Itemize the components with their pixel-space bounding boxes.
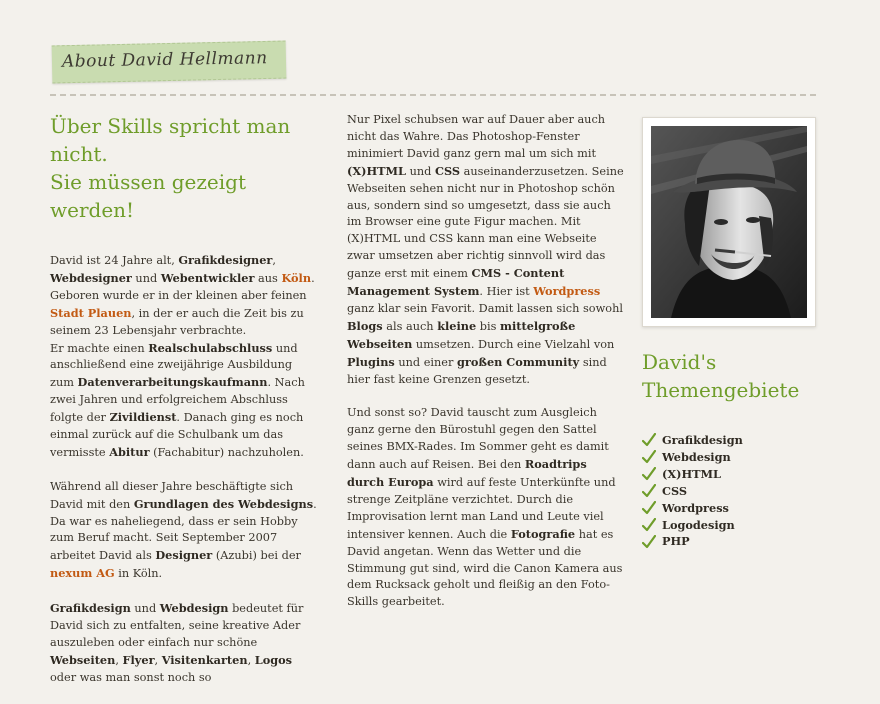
- text-run: David ist 24 Jahre alt,: [50, 254, 179, 267]
- text-run: und: [405, 164, 435, 178]
- topic-item: [642, 483, 743, 500]
- hobbies-paragraph: [347, 405, 625, 611]
- bold-text: Datenverarbeitungskaufmann: [77, 375, 268, 390]
- check-icon: [642, 433, 656, 447]
- bold-text: Logos: [254, 652, 293, 667]
- bold-text: Grafikdesigner: [178, 253, 273, 267]
- topic-label: CSS: [662, 483, 688, 498]
- portrait-photo-frame: [642, 117, 816, 327]
- check-icon: [642, 450, 656, 464]
- text-link[interactable]: nexum AG: [50, 566, 115, 581]
- bold-text: Fotografie: [510, 526, 576, 541]
- topic-label: Grafikdesign: [662, 433, 743, 447]
- topic-label: Logodesign: [662, 517, 735, 532]
- check-icon: [642, 518, 656, 532]
- text-run: ,: [115, 653, 123, 667]
- bold-text: Zivildienst: [109, 410, 177, 425]
- bold-text: Blogs: [347, 318, 383, 333]
- topic-label: Webdesign: [662, 449, 731, 464]
- text-run: aus: [254, 271, 282, 285]
- text-run: oder was man sonst noch so: [50, 670, 212, 684]
- bold-text: Roadtrips durch Europa: [347, 457, 587, 490]
- bold-text: Visitenkarten: [161, 652, 248, 667]
- text-run: Und sonst so? David tauscht zum Ausgleich ganz gerne den Bürostuhl gegen den Sattel seines BMX-Rades. Im Sommer geht es damit dann auch auf Reisen. Bei den: [347, 406, 609, 472]
- bold-text: CMS - Content Management System: [347, 266, 565, 299]
- check-icon: [642, 535, 656, 549]
- page-title: About David Hellmann: [61, 48, 268, 72]
- bold-text: großen Community: [456, 354, 580, 369]
- text-link[interactable]: Köln: [281, 270, 312, 285]
- text-run: . Da war es naheliegend, dass er sein Hobby zum Beruf macht. Seit September 2007 arbeitet David als: [50, 497, 317, 563]
- topics-title-line-2: Themengebiete: [642, 378, 800, 402]
- topic-label: PHP: [662, 534, 690, 549]
- bold-text: Plugins: [347, 354, 395, 369]
- text-run: wird auf feste Unterkünfte und strenge Zeitpläne verzichtet. Durch die Improvisation lernt man Land und Leute viel intensiver kennen. Auch die: [347, 476, 616, 541]
- skills-paragraph: [50, 600, 318, 687]
- text-run: und: [130, 602, 160, 616]
- bold-text: (X)HTML: [347, 163, 406, 178]
- text-run: auseinanderzusetzen. Seine Webseiten sehen nicht nur in Photoshop schön aus, sondern sind so umgesetzt, dass sie auch im Browser eine gute Figur machen. Mit (X)HTML und CSS kann man eine Webseite zwar umsetzen aber richtig sinnvoll wird das ganze erst mit einem: [347, 164, 624, 281]
- text-run: (Azubi) bei der: [212, 549, 301, 563]
- topic-item: [642, 517, 743, 534]
- bold-text: Grafikdesign: [50, 601, 131, 616]
- bold-text: Webdesign: [159, 601, 229, 616]
- check-icon: [642, 501, 656, 515]
- text-run: und anschließend eine zweijährige Ausbildung zum: [50, 341, 298, 390]
- topics-title: [642, 348, 842, 404]
- topic-item: [642, 533, 743, 550]
- topic-item: [642, 500, 743, 517]
- text-run: . Nach zwei Jahren und erfolgreichem Abschluss folgte der: [50, 376, 305, 425]
- topic-item: [642, 432, 743, 449]
- headline-line-2: Sie müssen gezeigt werden!: [50, 170, 246, 222]
- text-run: ,: [272, 254, 276, 267]
- text-run: . Geboren wurde er in der kleinen aber feinen: [50, 271, 315, 302]
- topic-label: Wordpress: [662, 500, 729, 515]
- text-run: bedeutet für David sich zu entfalten, seine kreative Ader auszuleben oder einfach nur schöne: [50, 602, 304, 649]
- intro-column: [50, 112, 318, 704]
- headline-line-1: Über Skills spricht man nicht.: [50, 114, 291, 166]
- text-run: ,: [154, 653, 162, 667]
- career-paragraph: [50, 479, 318, 583]
- topic-item: [642, 449, 743, 466]
- bold-text: Realschulabschluss: [148, 340, 273, 355]
- bold-text: Grundlagen des Webdesigns: [133, 496, 314, 511]
- text-run: als auch: [382, 319, 438, 333]
- text-run: Er machte einen: [50, 341, 149, 355]
- bold-text: Webseiten: [50, 652, 116, 667]
- topics-title-line-1: David's: [642, 350, 717, 374]
- text-run: und einer: [394, 355, 457, 369]
- text-run: . Danach ging es noch einmal zurück auf die Schulbank um das vermisste: [50, 411, 304, 459]
- portrait-photo: [651, 126, 807, 318]
- bold-text: mittelgroße Webseiten: [347, 318, 576, 351]
- check-icon: [642, 484, 656, 498]
- text-link[interactable]: Wordpress: [533, 284, 601, 299]
- bold-text: CSS: [434, 163, 461, 178]
- text-run: ganz klar sein Favorit. Damit lassen sich sowohl: [347, 301, 623, 315]
- topic-item: [642, 466, 743, 483]
- text-run: umsetzen. Durch eine Vielzahl von: [412, 337, 615, 351]
- bold-text: Webdesigner: [50, 270, 132, 285]
- web-paragraph: [347, 112, 625, 389]
- bio-paragraph: [50, 252, 318, 462]
- text-link[interactable]: Stadt Plauen: [50, 305, 132, 320]
- bold-text: Flyer: [122, 652, 155, 667]
- header-divider: [50, 94, 816, 96]
- bold-text: kleine: [437, 318, 477, 333]
- details-column: [347, 112, 625, 628]
- text-run: , in der er auch die Zeit bis zu seinem 23 Lebensjahr verbrachte.: [50, 306, 304, 337]
- bold-text: Abitur: [109, 444, 150, 459]
- text-run: sind hier fast keine Grenzen gesetzt.: [347, 355, 607, 386]
- topics-list: [642, 432, 743, 550]
- text-run: Während all dieser Jahre beschäftigte sich David mit den: [50, 479, 294, 511]
- check-icon: [642, 467, 656, 481]
- text-run: . Hier ist: [479, 285, 534, 299]
- text-run: bis: [476, 319, 501, 333]
- bold-text: Designer: [155, 548, 213, 563]
- headline: [50, 112, 318, 224]
- text-run: Nur Pixel schubsen war auf Dauer aber auch nicht das Wahre. Das Photoshop-Fenster minimiert David ganz gern mal um sich mit: [347, 113, 606, 160]
- topic-label: (X)HTML: [662, 466, 721, 481]
- text-run: (Fachabitur) nachzuholen.: [149, 445, 304, 459]
- text-run: in Köln.: [114, 567, 163, 581]
- text-run: hat es David angetan. Wenn das Wetter und die Stimmung gut sind, wird die Canon Kamera aus dem Rucksack geholt und fleißig an den Foto-Skills gearbeitet.: [347, 527, 623, 609]
- text-run: ,: [247, 653, 255, 667]
- text-run: und: [131, 271, 161, 285]
- bold-text: Webentwickler: [160, 270, 255, 285]
